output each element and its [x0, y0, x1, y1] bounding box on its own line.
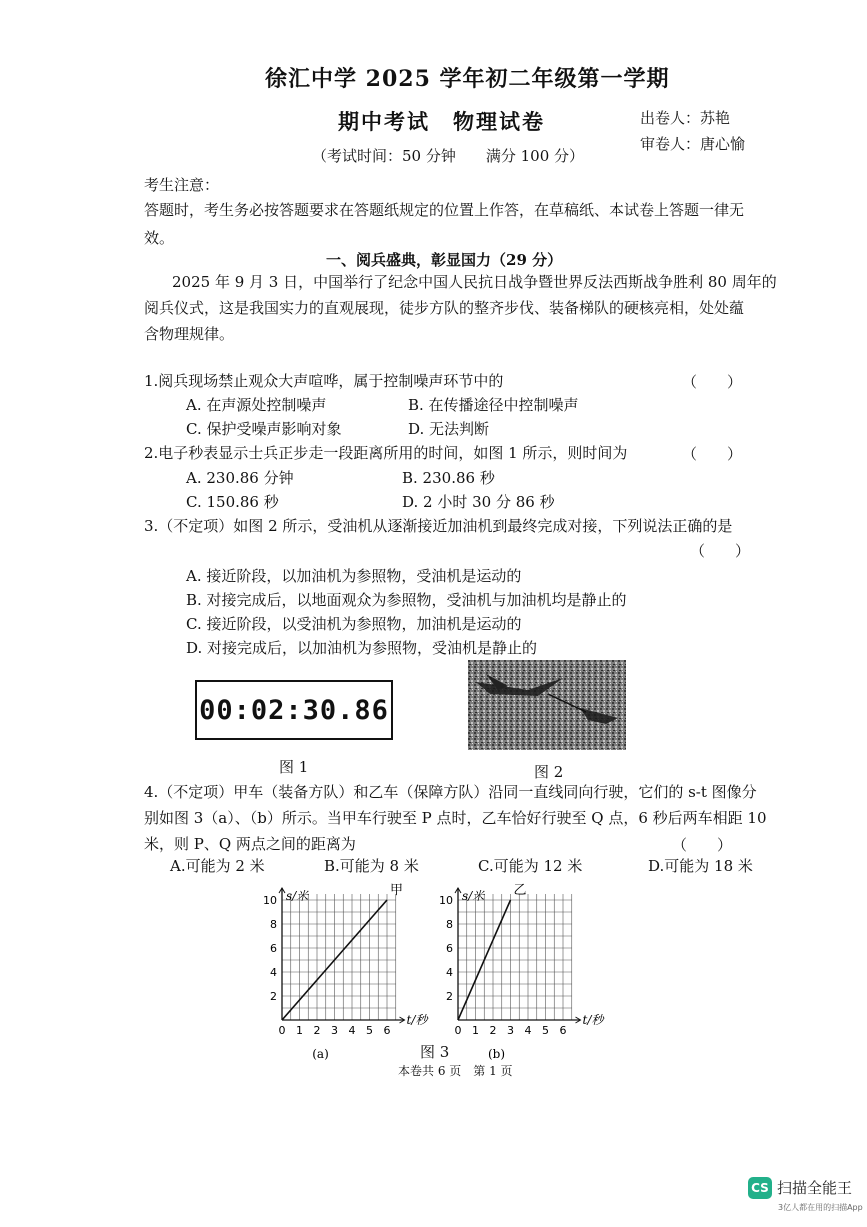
y-tick-label: 8 — [446, 918, 453, 931]
option-a: A. 接近阶段，以加油机为参照物，受油机是运动的 — [186, 567, 522, 585]
option-b: B. 在传播途径中控制噪声 — [408, 396, 579, 414]
question-4-stem: 4.（不定项）甲车（装备方队）和乙车（保障方队）沿同一直线同向行驶，它们的 s-t 图像分 — [144, 783, 757, 801]
watermark-subtitle: 3亿人都在用的扫描App — [778, 1203, 863, 1212]
x-tick-label: 1 — [472, 1024, 479, 1037]
series-label: 乙 — [513, 883, 527, 898]
y-tick-label: 2 — [270, 990, 277, 1003]
y-tick-label: 4 — [446, 966, 453, 979]
notice-heading: 考生注意： — [144, 176, 220, 194]
x-tick-label: 6 — [383, 1024, 391, 1037]
option-d: D.可能为 18 米 — [648, 857, 753, 875]
answer-paren: （ ） — [690, 542, 751, 560]
x-tick-label: 5 — [542, 1024, 549, 1037]
section-heading: 一、阅兵盛典，彰显国力（29 分） — [326, 251, 563, 269]
section-intro: 2025 年 9 月 3 日，中国举行了纪念中国人民抗日战争暨世界反法西斯战争胜利 80 周年的 — [172, 273, 777, 291]
figure-2-caption: 图 2 — [534, 763, 564, 781]
reviewer: 审卷人：唐心愉 — [640, 135, 746, 153]
x-tick-label: 5 — [366, 1024, 373, 1037]
x-tick-label: 2 — [489, 1024, 497, 1037]
stopwatch-display: 00:02:30.86 — [195, 680, 393, 740]
refueling-aircraft-photo — [468, 660, 626, 750]
x-tick-label: 4 — [524, 1024, 532, 1037]
question-4-stem: 别如图 3（a）、（b）所示。当甲车行驶至 P 点时，乙车恰好行驶至 Q 点，6 秒后两车相距 10 — [144, 809, 767, 827]
series-label: 甲 — [390, 883, 404, 898]
subfigure-caption: (b) — [487, 1047, 506, 1061]
question-3-stem: 3.（不定项）如图 2 所示，受油机从逐渐接近加油机到最终完成对接，下列说法正确的是 — [144, 517, 733, 535]
option-a: A.可能为 2 米 — [170, 857, 265, 875]
section-intro: 阅兵仪式，这是我国实力的直观展现，徒步方队的整齐步伐、装备梯队的硬核亮相，处处蕴 — [144, 299, 745, 317]
x-tick-label: 2 — [313, 1024, 321, 1037]
subfigure-caption: (a) — [312, 1047, 329, 1061]
option-b: B. 230.86 秒 — [402, 469, 495, 487]
question-1-stem: 1.阅兵现场禁止观众大声喧哗，属于控制噪声环节中的 — [144, 372, 504, 390]
option-c: C. 接近阶段，以受油机为参照物，加油机是运动的 — [186, 615, 522, 633]
question-2-stem: 2.电子秒表显示士兵正步走一段距离所用的时间，如图 1 所示，则时间为 — [144, 444, 628, 462]
y-axis-label: s/米 — [462, 889, 485, 903]
x-tick-label: 1 — [296, 1024, 303, 1037]
section-intro: 含物理规律。 — [144, 325, 235, 343]
answer-paren: （ ） — [682, 373, 743, 391]
y-tick-label: 10 — [263, 894, 277, 907]
y-tick-label: 10 — [439, 894, 453, 907]
option-c: C. 150.86 秒 — [186, 493, 279, 511]
option-c: C. 保护受噪声影响对象 — [186, 420, 342, 438]
notice-line: 效。 — [144, 229, 175, 247]
camscanner-logo-icon: CS — [748, 1177, 772, 1199]
option-a: A. 在声源处控制噪声 — [186, 396, 327, 414]
exam-title: 徐汇中学 2025 学年初二年级第一学期 — [265, 66, 670, 92]
option-b: B.可能为 8 米 — [324, 857, 419, 875]
option-d: D. 对接完成后，以加油机为参照物，受油机是静止的 — [186, 639, 538, 657]
option-b: B. 对接完成后，以地面观众为参照物，受油机与加油机均是静止的 — [186, 591, 627, 609]
answer-paren: （ ） — [672, 836, 733, 854]
question-4-stem: 米，则 P、Q 两点之间的距离为 — [144, 835, 356, 853]
answer-paren: （ ） — [682, 445, 743, 463]
page-footer: 本卷共 6 页 第 1 页 — [398, 1064, 513, 1078]
author: 出卷人：苏艳 — [640, 109, 731, 127]
option-d: D. 2 小时 30 分 86 秒 — [402, 493, 555, 511]
x-tick-label: 4 — [348, 1024, 356, 1037]
x-axis-label: t/秒 — [406, 1013, 428, 1027]
figure-1-caption: 图 1 — [279, 758, 309, 776]
y-tick-label: 8 — [270, 918, 277, 931]
option-a: A. 230.86 分钟 — [186, 469, 294, 487]
exam-subtitle: 期中考试 物理试卷 — [338, 109, 545, 134]
x-tick-label: 6 — [559, 1024, 567, 1037]
y-axis-label: s/米 — [286, 889, 309, 903]
watermark-name: 扫描全能王 — [777, 1179, 853, 1197]
x-axis-label: t/秒 — [582, 1013, 604, 1027]
y-tick-label: 6 — [446, 942, 453, 955]
y-tick-label: 2 — [446, 990, 453, 1003]
y-tick-label: 4 — [270, 966, 277, 979]
notice-line: 答题时，考生务必按答题要求在答题纸规定的位置上作答，在草稿纸、本试卷上答题一律无 — [144, 201, 745, 219]
grid — [458, 894, 572, 1020]
figure-3-caption: 图 3 — [420, 1043, 450, 1061]
option-d: D. 无法判断 — [408, 420, 490, 438]
exam-info: （考试时间：50 分钟 满分 100 分） — [312, 147, 585, 165]
option-c: C.可能为 12 米 — [478, 857, 583, 875]
y-tick-label: 6 — [270, 942, 277, 955]
x-tick-label: 3 — [331, 1024, 338, 1037]
x-tick-label: 3 — [507, 1024, 514, 1037]
x-tick-label: 0 — [454, 1024, 462, 1037]
x-tick-label: 0 — [278, 1024, 286, 1037]
